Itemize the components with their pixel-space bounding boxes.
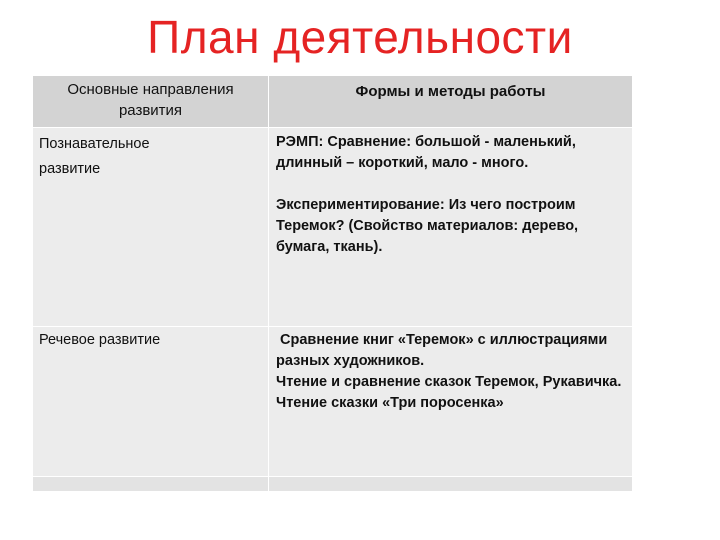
method-text: РЭМП: Сравнение: большой - маленький, длинный – короткий, мало - много. bbox=[276, 134, 576, 171]
paragraph-gap bbox=[276, 174, 626, 195]
slide-title: План деятельности bbox=[147, 11, 573, 63]
methods-cell-speech bbox=[269, 327, 633, 477]
method-text: Чтение и сравнение сказок Теремок, Рукавичка. bbox=[276, 374, 622, 390]
header-methods: Формы и методы работы bbox=[269, 76, 633, 128]
header-directions bbox=[33, 76, 269, 128]
direction-cell-speech: Речевое развитие bbox=[33, 327, 269, 477]
table-row bbox=[33, 128, 633, 327]
method-text: Экспериментирование: Из чего построим Теремок? (Свойство материалов: дерево, бумага, ткань). bbox=[276, 197, 579, 255]
method-text: Сравнение книг «Теремок» с иллюстрациями разных художников. bbox=[276, 332, 612, 369]
header-directions-line1: Основные направления bbox=[67, 81, 234, 98]
header-directions-line2: развития bbox=[118, 102, 183, 119]
empty-cell bbox=[269, 477, 633, 492]
direction-cell-cognitive bbox=[33, 128, 269, 327]
plan-table bbox=[32, 75, 633, 492]
table-row bbox=[33, 327, 633, 477]
table-row-empty bbox=[33, 477, 633, 492]
table-header-row bbox=[33, 76, 633, 128]
empty-cell bbox=[33, 477, 269, 492]
direction-line2: развитие bbox=[39, 161, 101, 177]
method-text: Чтение сказки «Три поросенка» bbox=[276, 395, 504, 411]
methods-cell-cognitive bbox=[269, 128, 633, 327]
direction-line1: Познавательное bbox=[39, 136, 150, 152]
